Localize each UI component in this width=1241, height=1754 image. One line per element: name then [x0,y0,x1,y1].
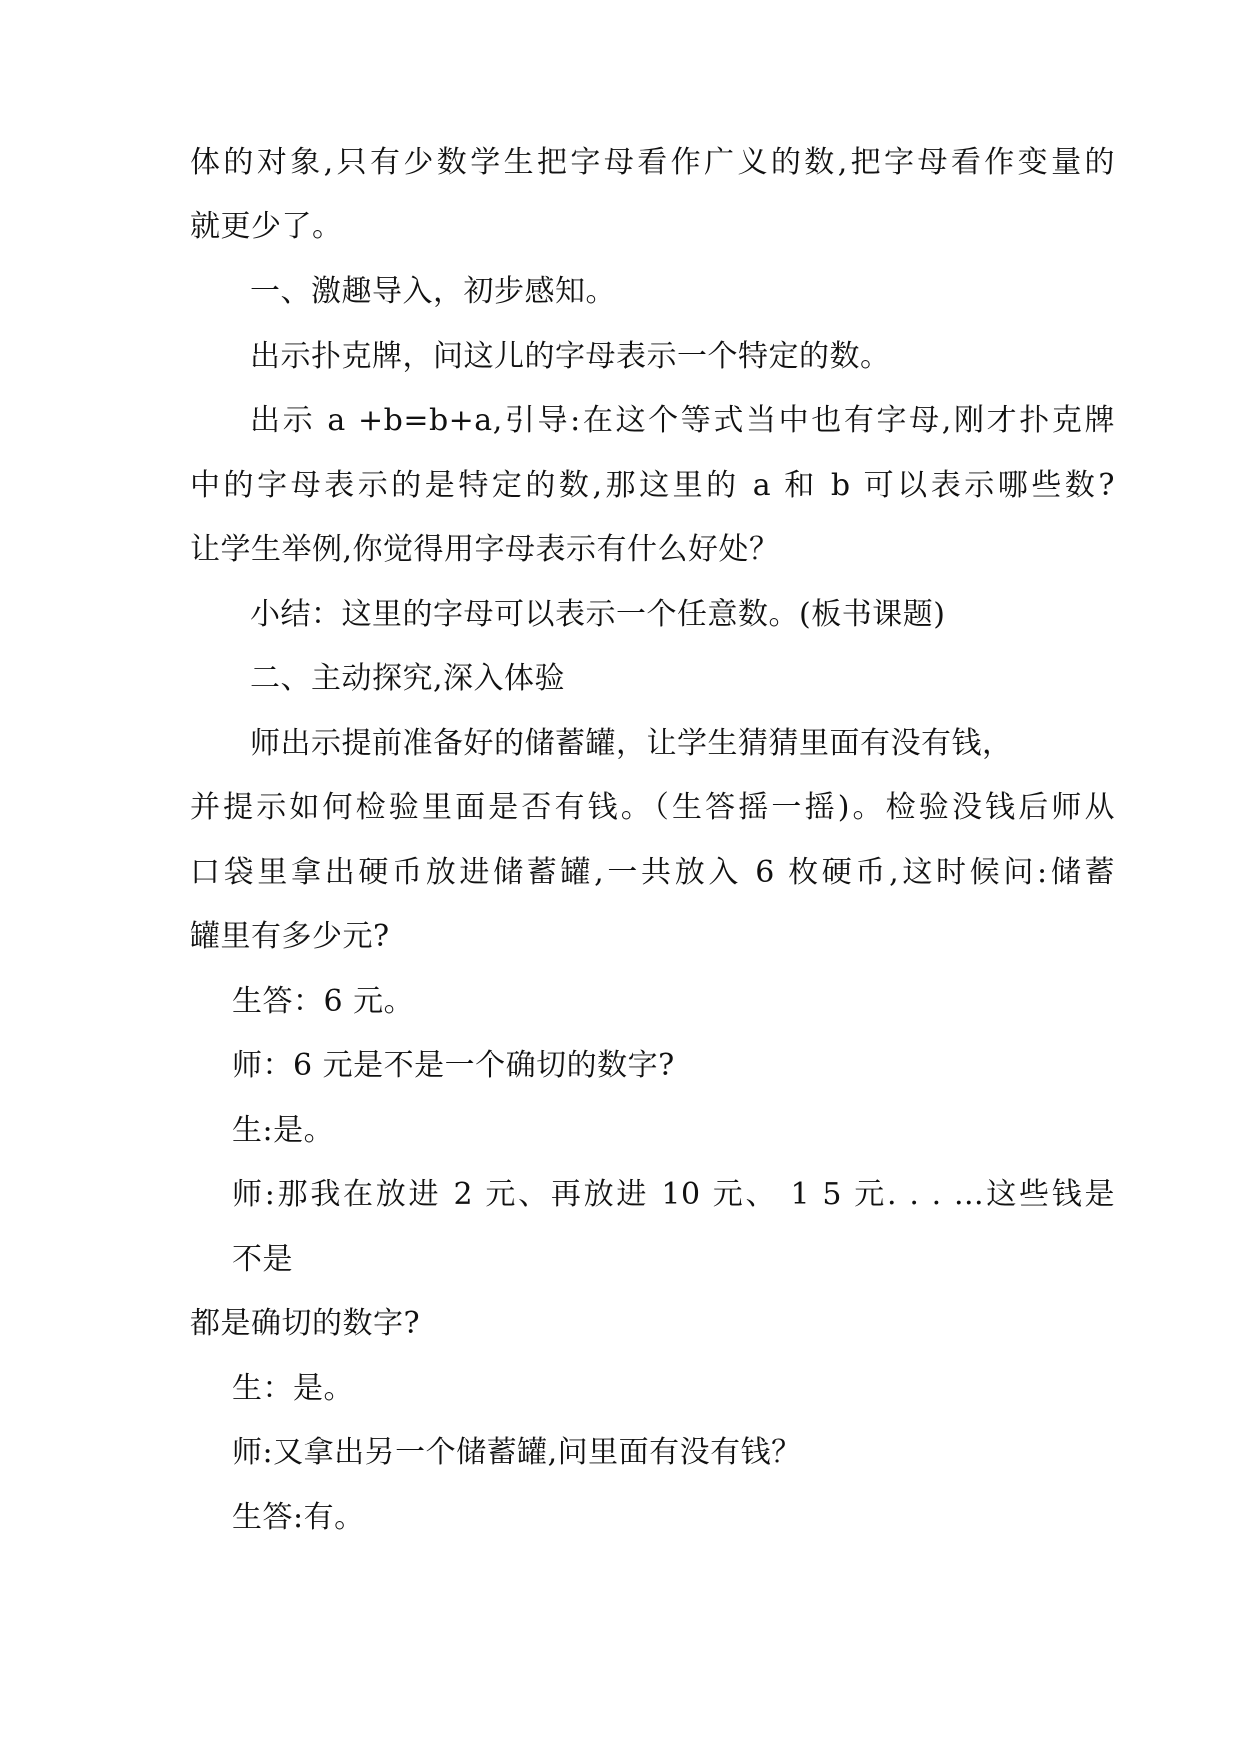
text-line-6: 中的字母表示的是特定的数,那这里的 a 和 b 可以表示哪些数? [190,468,1115,503]
dialogue-student-3: 生：是。 [232,1371,354,1406]
text-line-1: 体的对象,只有少数学生把字母看作广义的数,把字母看作变量的 [190,145,1115,180]
text-line-2: 就更少了。 [190,209,343,244]
dialogue-student-2: 生:是。 [232,1113,335,1148]
text-line-5: 出示 a +b=b+a,引导:在这个等式当中也有字母,刚才扑克牌 [250,403,1115,438]
dialogue-student-1: 生答：6 元。 [232,984,415,1019]
text-line-19: 都是确切的数字? [190,1306,421,1341]
text-line-11: 并提示如何检验里面是否有钱。（生答摇一摇)。检验没钱后师从 [190,790,1115,825]
dialogue-teacher-2-cont: 不是 [232,1242,293,1277]
section-heading-2: 二、主动探究,深入体验 [250,661,566,696]
summary-line: 小结：这里的字母可以表示一个任意数。(板书课题) [250,597,946,632]
dialogue-student-4: 生答:有。 [232,1500,365,1535]
section-heading-1: 一、激趣导入，初步感知。 [250,274,616,309]
text-line-13: 罐里有多少元? [190,919,390,954]
text-line-10: 师出示提前准备好的储蓄罐，让学生猜猜里面有没有钱， [250,726,1013,761]
dialogue-teacher-1: 师：6 元是不是一个确切的数字? [232,1048,675,1083]
dialogue-teacher-3: 师:又拿出另一个储蓄罐,问里面有没有钱？ [232,1435,802,1470]
text-line-7: 让学生举例,你觉得用字母表示有什么好处？ [190,532,780,567]
text-line-4: 出示扑克牌，问这儿的字母表示一个特定的数。 [250,339,891,374]
text-line-12: 口袋里拿出硬币放进储蓄罐,一共放入 6 枚硬币,这时候问:储蓄 [190,855,1115,890]
dialogue-teacher-2: 师:那我在放进 2 元、再放进 10 元、 1 5 元. . . ...这些钱是 [232,1177,1115,1212]
